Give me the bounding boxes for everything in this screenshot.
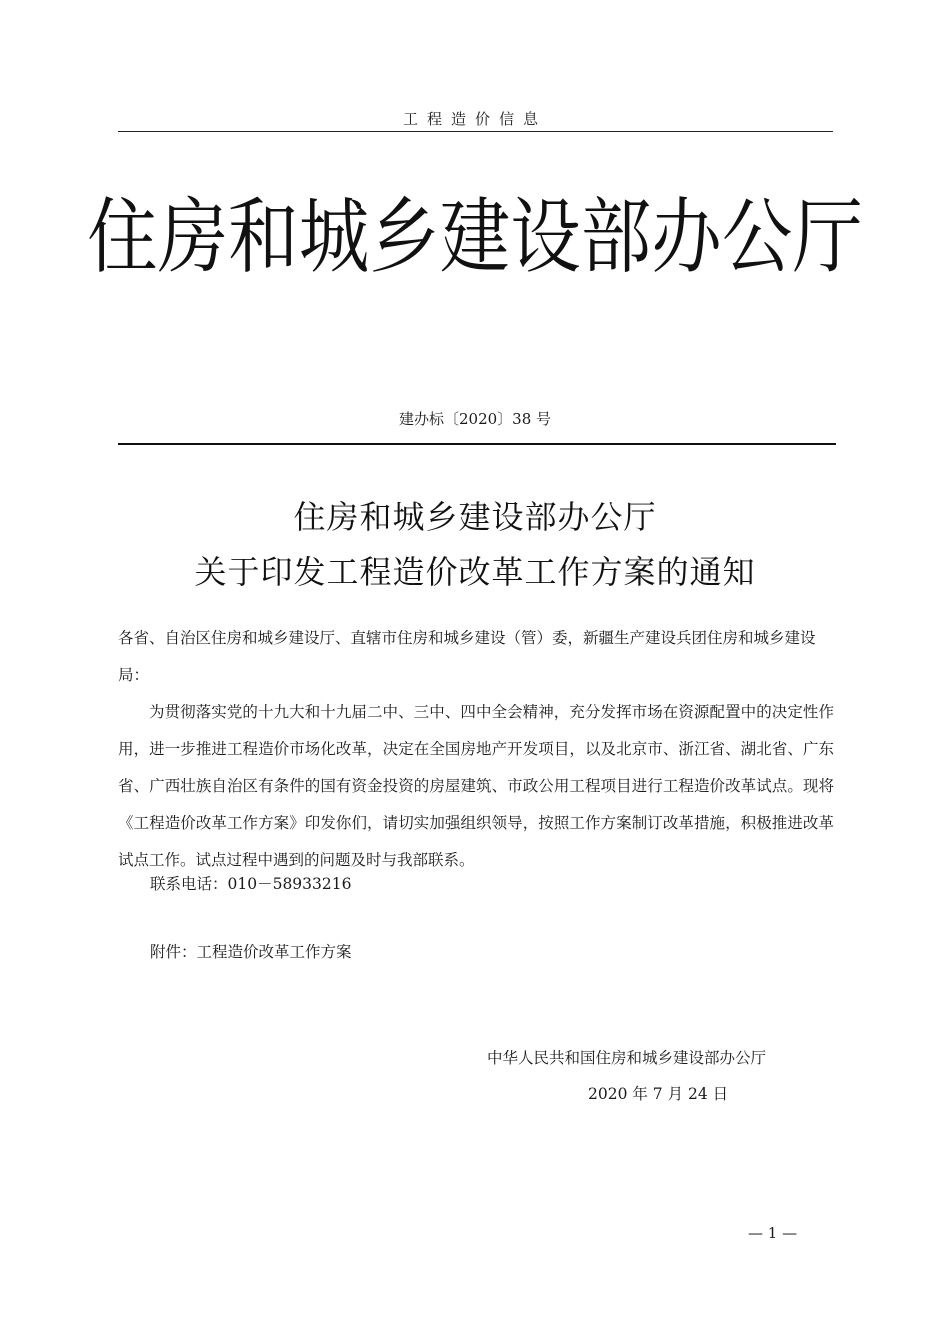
signing-date: 2020 年 7 月 24 日 xyxy=(588,1085,729,1103)
header-rule xyxy=(118,131,833,132)
title-line-2: 关于印发工程造价改革工作方案的通知 xyxy=(194,553,756,591)
running-header: 工程造价信息 xyxy=(402,110,547,128)
document-number: 建办标〔2020〕38 号 xyxy=(398,410,552,428)
title-line-1: 住房和城乡建设部办公厅 xyxy=(293,498,657,536)
attachment-note: 附件：工程造价改革工作方案 xyxy=(150,943,352,961)
signatory: 中华人民共和国住房和城乡建设部办公厅 xyxy=(487,1049,767,1067)
letterhead-rule xyxy=(118,443,836,445)
body-paragraph: 为贯彻落实党的十九大和十九届二中、三中、四中全会精神，充分发挥市场在资源配置中的决定性作用，进一步推进工程造价市场化改革，决定在全国房地产开发项目，以及北京市、浙江省、湖北省、广东省、广西壮族自治区有条件的国有资金投资的房屋建筑、市政公用工程项目进行工程造价改革试点。现将《工程造价改革工作方案》印发你们，请切实加强组织领导，按照工作方案制订改革措施，积极推进改革试点工作。试点过程中遇到的问题及时与我部联系。 xyxy=(118,703,834,869)
page-number: — 1 — xyxy=(748,1224,798,1242)
salutation: 各省、自治区住房和城乡建设厅、直辖市住房和城乡建设（管）委，新疆生产建设兵团住房和城乡建设局： xyxy=(118,629,816,684)
issuer-banner-text: 住房和城乡建设部办公厅 xyxy=(87,190,863,285)
issuer-banner xyxy=(0,178,950,298)
contact-phone: 联系电话：010－58933216 xyxy=(150,875,352,893)
